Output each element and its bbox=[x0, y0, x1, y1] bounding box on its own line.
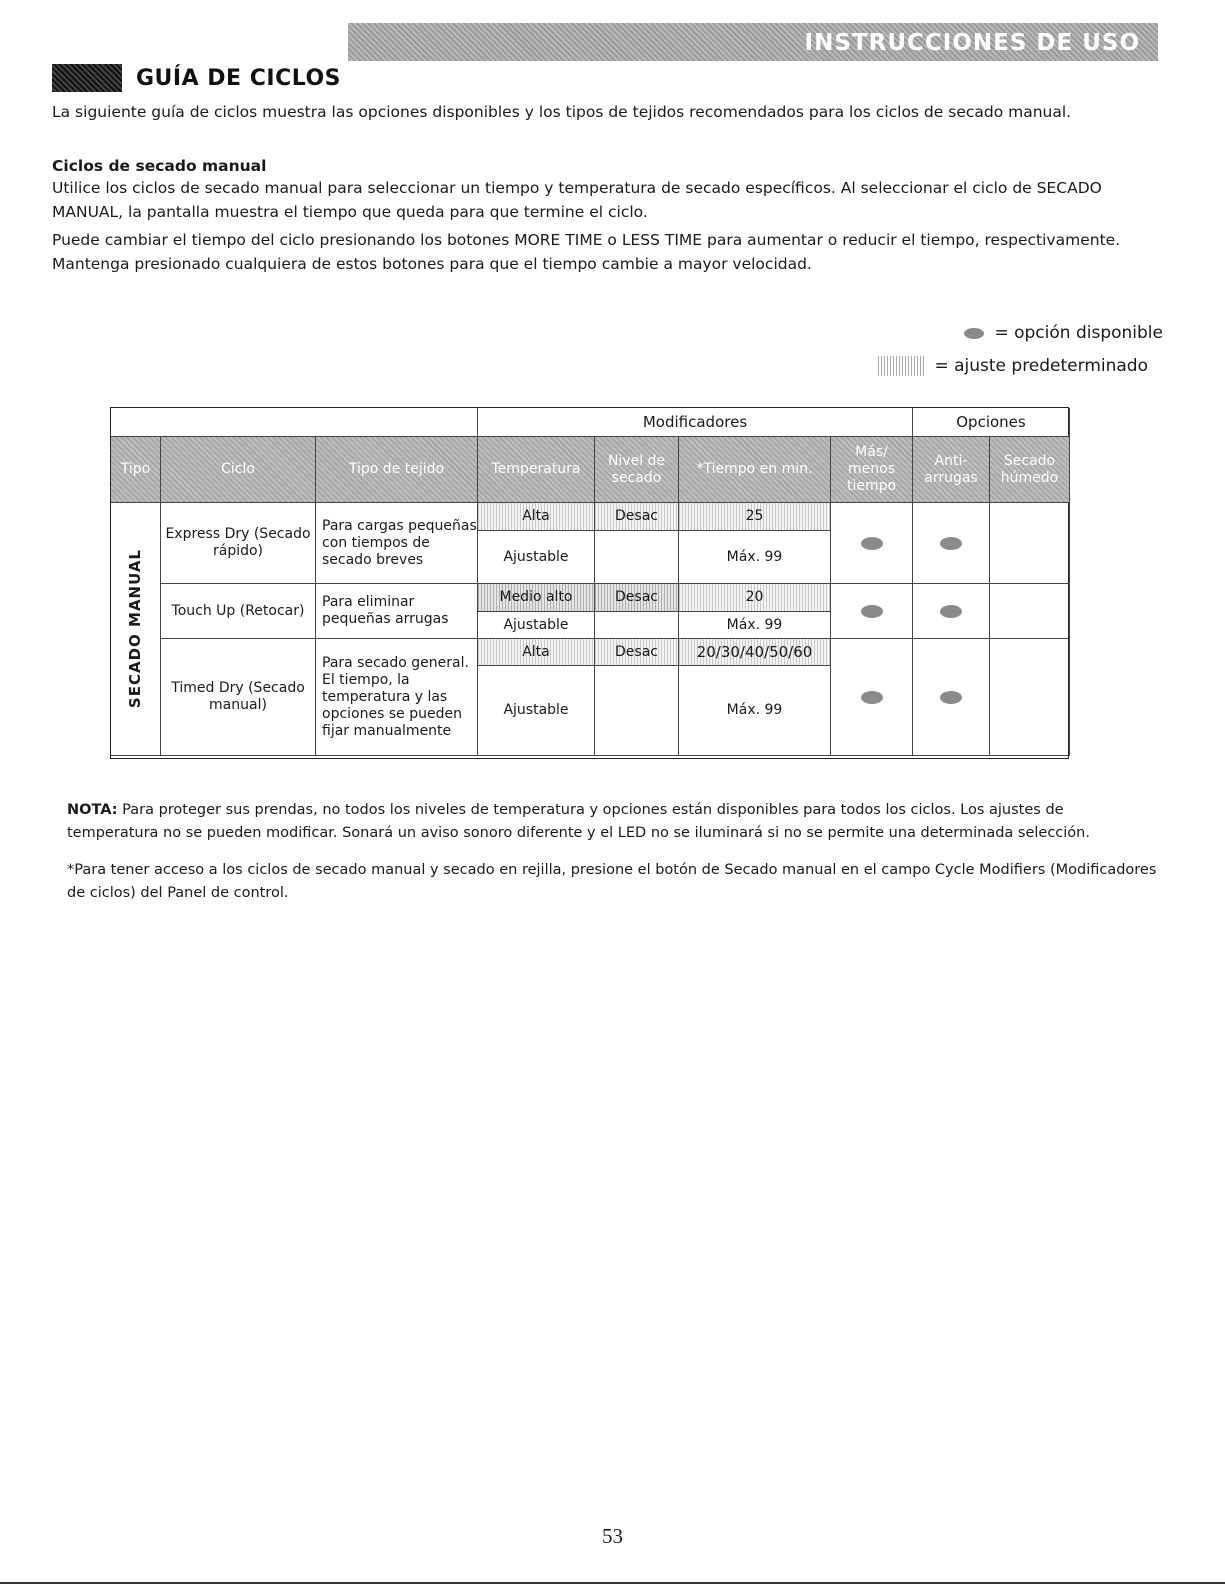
row3-tejido: Para secado general. El tiempo, la temperatura y las opciones se pueden fijar manualmente bbox=[316, 639, 478, 756]
tipo-cell bbox=[111, 503, 161, 756]
row1-nivel-empty bbox=[595, 531, 679, 584]
row2-nivel-default: Desac bbox=[595, 584, 679, 612]
header-mas-menos: Más/ menos tiempo bbox=[831, 437, 913, 503]
row2-ciclo: Touch Up (Retocar) bbox=[161, 584, 316, 639]
bottom-rule bbox=[0, 1582, 1225, 1584]
legend-default bbox=[878, 356, 1148, 376]
row2-nivel-empty bbox=[595, 612, 679, 639]
title-block bbox=[52, 64, 341, 92]
note-text: Para proteger sus prendas, no todos los niveles de temperatura y opciones están disponibles para todos los ciclos. Los ajustes de temperatura no se pueden modificar. Sonará un aviso sonoro diferente y el LED no se iluminará si no se permite una determinada selección. bbox=[67, 802, 1090, 841]
header-tipo: Tipo bbox=[111, 437, 161, 503]
row1-nivel-default: Desac bbox=[595, 503, 679, 531]
row3-tiempo-max: Máx. 99 bbox=[679, 666, 831, 756]
row3-nivel-default: Desac bbox=[595, 639, 679, 666]
row2-secado-humedo bbox=[990, 584, 1070, 639]
available-dot-icon bbox=[861, 691, 883, 704]
page-title: GUÍA DE CICLOS bbox=[136, 65, 341, 91]
section-banner: INSTRUCCIONES DE USO bbox=[348, 23, 1158, 61]
header-nivel: Nivel de secado bbox=[595, 437, 679, 503]
header-anti-arrugas: Anti- arrugas bbox=[913, 437, 990, 503]
row2-anti-arrugas bbox=[913, 584, 990, 639]
tipo-value: SECADO MANUAL bbox=[126, 549, 144, 709]
intro-paragraph: La siguiente guía de ciclos muestra las opciones disponibles y los tipos de tejidos recomendados para los ciclos de secado manual. bbox=[52, 103, 1072, 121]
footnote-paragraph: *Para tener acceso a los ciclos de secado manual y secado en rejilla, presione el botón de Secado manual en el campo Cycle Modifiers (Modificadores de ciclos) del Panel de control. bbox=[67, 862, 1157, 901]
row1-mas-menos bbox=[831, 503, 913, 584]
dot-icon bbox=[964, 328, 984, 339]
header-ciclo: Ciclo bbox=[161, 437, 316, 503]
available-dot-icon bbox=[940, 691, 962, 704]
row1-tejido: Para cargas pequeñas con tiempos de secado breves bbox=[316, 503, 478, 584]
page-number: 53 bbox=[602, 1524, 623, 1548]
row1-temp-adjustable: Ajustable bbox=[478, 531, 595, 584]
row2-tiempo-default: 20 bbox=[679, 584, 831, 612]
cycle-table bbox=[110, 407, 1069, 759]
available-dot-icon bbox=[861, 605, 883, 618]
available-dot-icon bbox=[940, 537, 962, 550]
group-empty bbox=[111, 408, 478, 437]
available-dot-icon bbox=[940, 605, 962, 618]
legend-available-text: = opción disponible bbox=[994, 323, 1163, 343]
row1-secado-humedo bbox=[990, 503, 1070, 584]
paragraph-2: Puede cambiar el tiempo del ciclo presionando los botones MORE TIME o LESS TIME para aumentar o reducir el tiempo, respectivamente. Mantenga presionado cualquiera de estos botones para que el tiempo cambie a mayor velocidad. bbox=[52, 231, 1121, 273]
row3-mas-menos bbox=[831, 639, 913, 756]
header-tejido: Tipo de tejido bbox=[316, 437, 478, 503]
legend-default-text: = ajuste predeterminado bbox=[934, 356, 1148, 376]
row1-tiempo-max: Máx. 99 bbox=[679, 531, 831, 584]
row3-nivel-empty bbox=[595, 666, 679, 756]
header-tiempo: *Tiempo en min. bbox=[679, 437, 831, 503]
row3-temp-adjustable: Ajustable bbox=[478, 666, 595, 756]
row3-temp-default: Alta bbox=[478, 639, 595, 666]
row3-tiempo-default: 20/30/40/50/60 bbox=[679, 639, 831, 666]
note-label: NOTA: bbox=[67, 802, 118, 818]
row1-tiempo-default: 25 bbox=[679, 503, 831, 531]
row2-temp-default: Medio alto bbox=[478, 584, 595, 612]
row3-secado-humedo bbox=[990, 639, 1070, 756]
available-dot-icon bbox=[861, 537, 883, 550]
row1-anti-arrugas bbox=[913, 503, 990, 584]
stripe-swatch-icon bbox=[878, 356, 924, 376]
title-marker bbox=[52, 64, 122, 92]
legend-available bbox=[964, 323, 1163, 343]
group-options: Opciones bbox=[913, 408, 1070, 437]
row1-ciclo: Express Dry (Secado rápido) bbox=[161, 503, 316, 584]
paragraph-1: Utilice los ciclos de secado manual para seleccionar un tiempo y temperatura de secado específicos. Al seleccionar el ciclo de SECADO MANUAL, la pantalla muestra el tiempo que queda para que termine el ciclo. bbox=[52, 179, 1102, 221]
row2-tejido: Para eliminar pequeñas arrugas bbox=[316, 584, 478, 639]
row3-ciclo: Timed Dry (Secado manual) bbox=[161, 639, 316, 756]
row2-mas-menos bbox=[831, 584, 913, 639]
section-heading: Ciclos de secado manual bbox=[52, 157, 267, 175]
group-modifiers: Modificadores bbox=[478, 408, 913, 437]
row1-temp-default: Alta bbox=[478, 503, 595, 531]
row3-anti-arrugas bbox=[913, 639, 990, 756]
header-temperatura: Temperatura bbox=[478, 437, 595, 503]
row2-tiempo-max: Máx. 99 bbox=[679, 612, 831, 639]
header-secado-humedo: Secado húmedo bbox=[990, 437, 1070, 503]
note-paragraph bbox=[67, 799, 1157, 845]
row2-temp-adjustable: Ajustable bbox=[478, 612, 595, 639]
